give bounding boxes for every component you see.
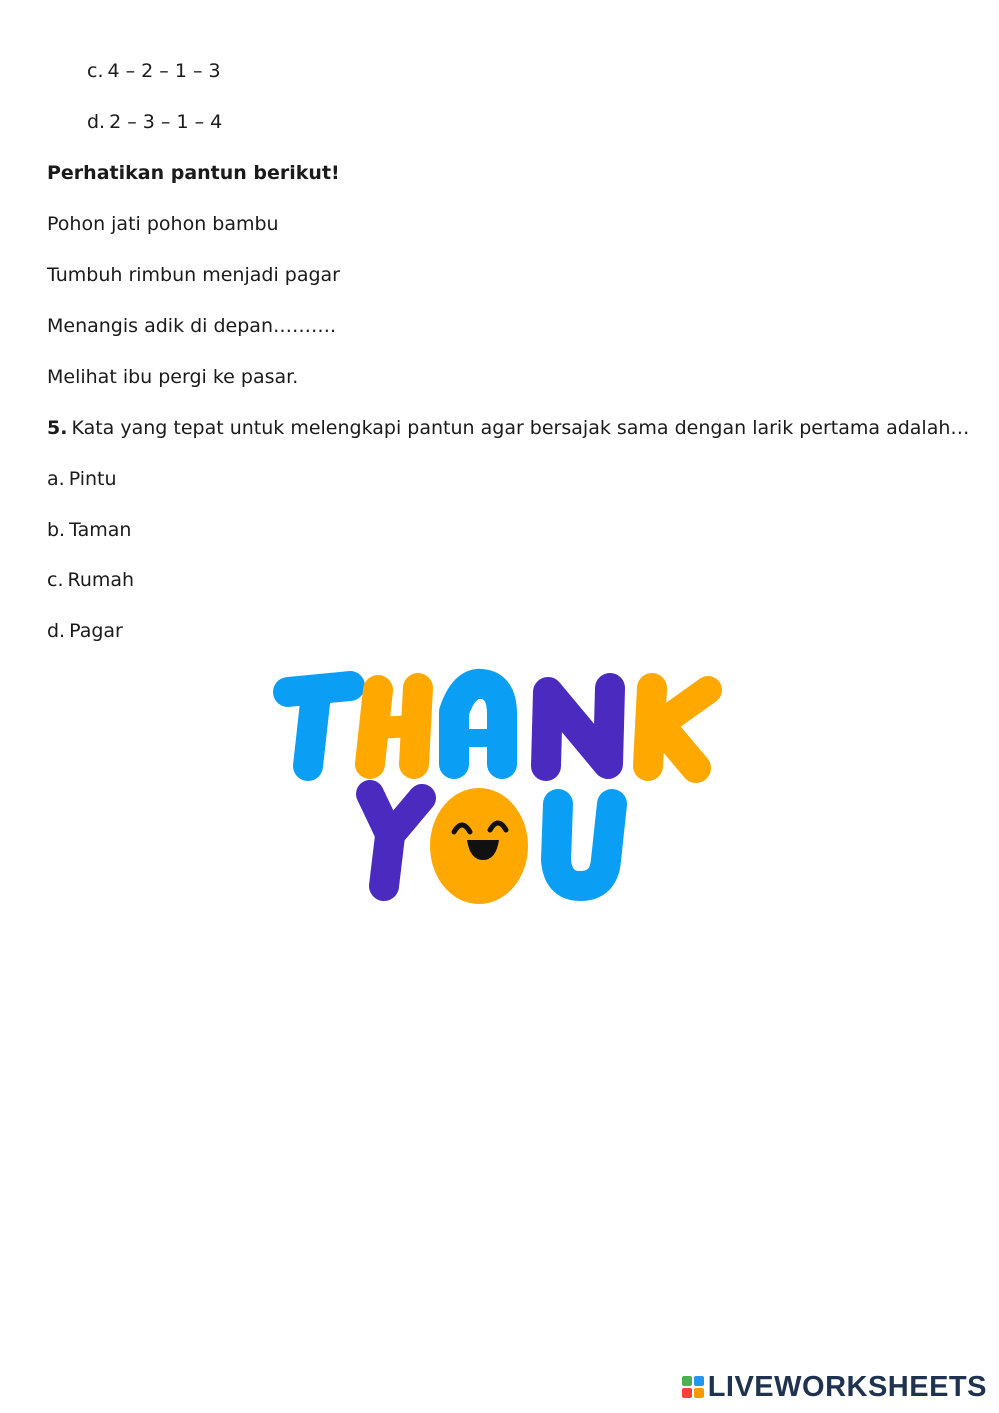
logo-square-e <box>694 1388 704 1398</box>
letter-a <box>454 684 502 764</box>
smiley-o <box>430 788 528 904</box>
logo-square-v <box>682 1388 692 1398</box>
option-c[interactable] <box>47 568 134 592</box>
pantun-line-2: Tumbuh rimbun menjadi pagar <box>47 264 340 286</box>
option-b[interactable] <box>47 518 131 542</box>
option-letter: c. <box>47 569 64 591</box>
option-a[interactable] <box>47 467 117 491</box>
option-c-prev <box>87 59 221 83</box>
liveworksheets-footer <box>682 1371 987 1403</box>
pantun-line-1: Pohon jati pohon bambu <box>47 213 279 235</box>
option-letter: b. <box>47 519 66 541</box>
question-number: 5. <box>47 417 68 439</box>
option-letter: d. <box>47 620 66 642</box>
liveworksheets-logo-icon <box>682 1376 704 1398</box>
pantun-line-3: Menangis adik di depan………. <box>47 315 337 337</box>
letter-h <box>370 688 418 764</box>
letter-u <box>556 804 612 886</box>
letter-y <box>370 794 422 886</box>
pantun-instruction: Perhatikan pantun berikut! <box>47 162 340 184</box>
option-letter: a. <box>47 468 65 490</box>
option-text: Pintu <box>68 468 117 490</box>
option-d-prev <box>87 110 222 134</box>
option-letter: d. <box>87 111 106 133</box>
pantun-line-4: Melihat ibu pergi ke pasar. <box>47 366 299 388</box>
logo-square-i <box>694 1376 704 1386</box>
option-text: Rumah <box>67 569 135 591</box>
letter-k <box>648 688 708 768</box>
letter-n <box>546 688 610 766</box>
question-5 <box>47 416 969 440</box>
brand-name: LIVEWORKSHEETS <box>707 1370 987 1403</box>
logo-square-l <box>682 1376 692 1386</box>
question-text: Kata yang tepat untuk melengkapi pantun agar bersajak sama dengan larik pertama adalah… <box>71 417 970 439</box>
option-text: 4 – 2 – 1 – 3 <box>107 60 221 82</box>
option-text: Taman <box>69 519 132 541</box>
letter-t <box>288 686 350 766</box>
thank-you-image <box>268 664 730 908</box>
option-letter: c. <box>87 60 104 82</box>
option-text: 2 – 3 – 1 – 4 <box>109 111 223 133</box>
option-d[interactable] <box>47 619 123 643</box>
option-text: Pagar <box>69 620 123 642</box>
